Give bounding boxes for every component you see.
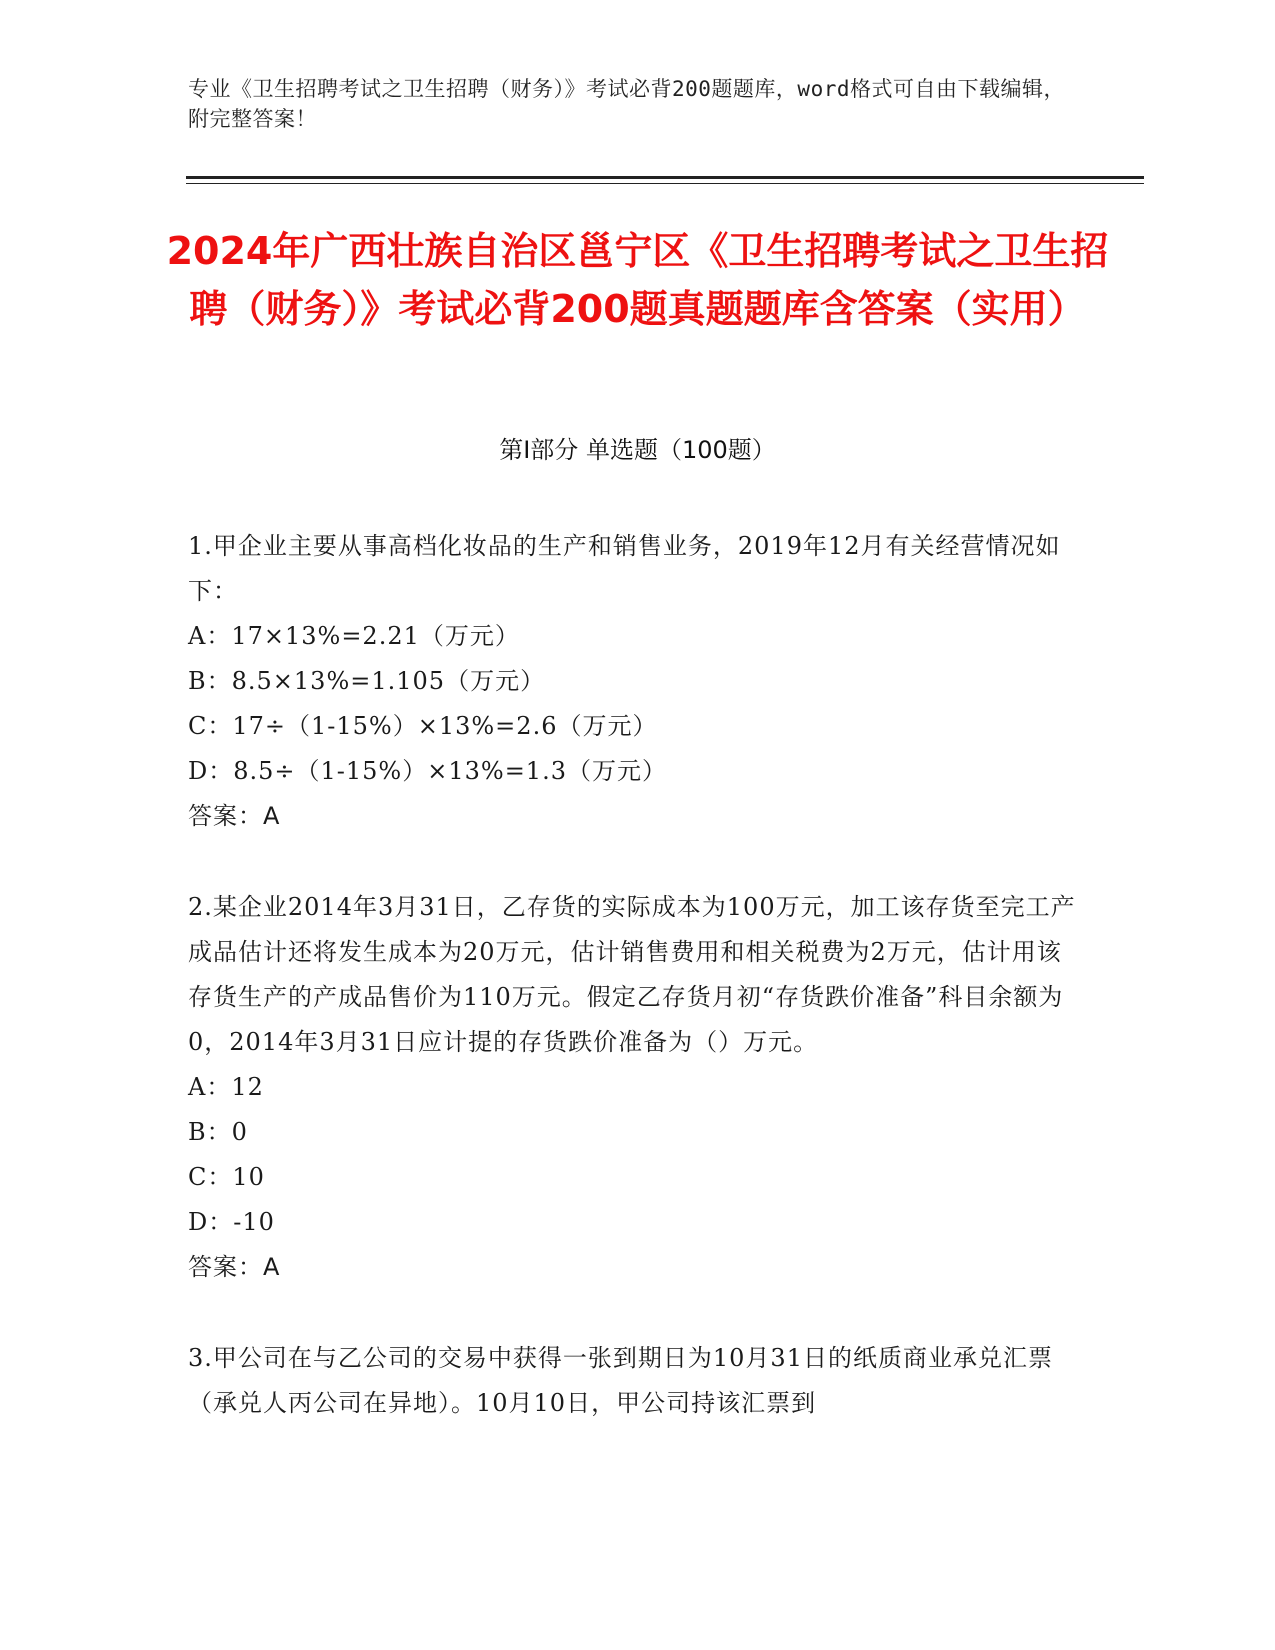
header-note: 专业《卫生招聘考试之卫生招聘（财务）》考试必背200题题库，word格式可自由下载编辑，附完整答案！ [188, 77, 1065, 131]
option-c: C：10 [188, 1163, 265, 1191]
answer: 答案：A [188, 1253, 281, 1281]
option-d: D：8.5÷（1-15%）×13%=1.3（万元） [188, 757, 667, 785]
option-a: A：12 [188, 1073, 264, 1101]
document-title: 2024年广西壮族自治区邕宁区《卫生招聘考试之卫生招聘（财务）》考试必背200题真题题库含答案（实用） [166, 229, 1109, 331]
option-d: D：-10 [188, 1208, 275, 1236]
question-stem: 1.甲企业主要从事高档化妆品的生产和销售业务，2019年12月有关经营情况如下： [188, 532, 1061, 605]
header-divider-thin [186, 183, 1144, 184]
option-c: C：17÷（1-15%）×13%=2.6（万元） [188, 712, 658, 740]
question-1 [188, 524, 1078, 839]
answer: 答案：A [188, 802, 281, 830]
header-divider-thick [186, 176, 1144, 179]
section-title: 第Ⅰ部分 单选题（100题） [499, 436, 776, 464]
question-list [188, 524, 1078, 1472]
question-stem: 2.某企业2014年3月31日，乙存货的实际成本为100万元，加工该存货至完工产成品估计还将发生成本为20万元，估计销售费用和相关税费为2万元，估计用该存货生产的产成品售价为110万元。假定乙存货月初“存货跌价准备”科目余额为0，2014年3月31日应计提的存货跌价准备为（）万元。 [188, 893, 1076, 1056]
question-stem: 3.甲公司在与乙公司的交易中获得一张到期日为10月31日的纸质商业承兑汇票（承兑人丙公司在异地）。10月10日，甲公司持该汇票到 [188, 1344, 1053, 1417]
option-a: A：17×13%=2.21（万元） [188, 622, 520, 650]
option-b: B：8.5×13%=1.105（万元） [188, 667, 546, 695]
question-3 [188, 1336, 1078, 1426]
option-b: B：0 [188, 1118, 248, 1146]
question-2 [188, 885, 1078, 1290]
